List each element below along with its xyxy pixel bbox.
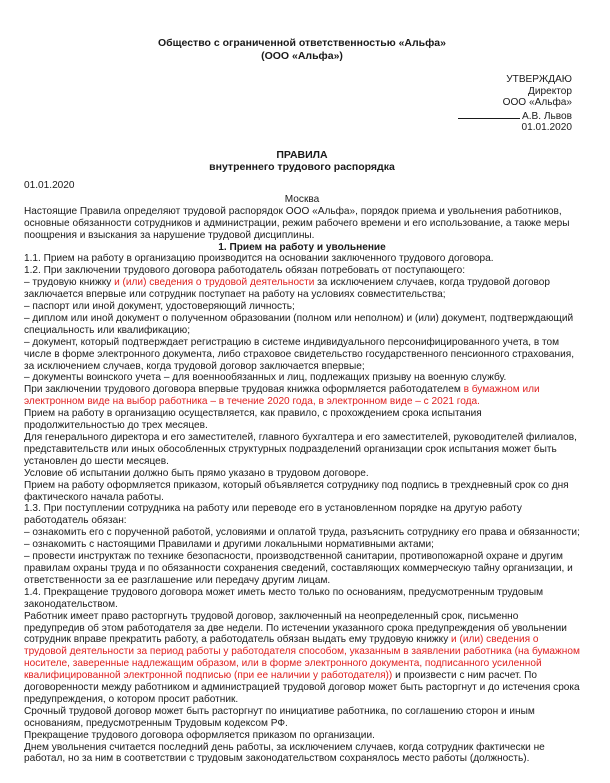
document-subtitle: внутреннего трудового распорядка (209, 161, 395, 174)
resignation-text-rest: и произвести с ним расчет. По договоренности между работником и администрацией трудовой договор может быть расторгнут и до истечения срока предупреждения, о котором просит работник. (24, 670, 580, 705)
clause-1-2: 1.2. При заключении трудового договора работодатель обязан потребовать от поступающего: (24, 265, 465, 277)
approval-company: ООО «Альфа» (502, 97, 572, 109)
list-item-insurance: – документ, который подтверждает регистрацию в системе индивидуального персонифицированного учета, в том числе в форме электронного документа, либо страховое свидетельство государственного пенсионного страхования, за исключением случаев, когда трудовой договор заключается впервые; (24, 336, 575, 372)
org-name: Общество с ограниченной ответственностью «Альфа» (158, 37, 446, 49)
approval-position: Директор (528, 85, 572, 97)
intro-paragraph: Настоящие Правила определяют трудовой распорядок ООО «Альфа», порядок приема и увольнения работников, основные обязанности сотрудников и администрации, режим рабочего времени и его использование, а также меры поощрения и взыскания за нарушение трудовой дисциплины. (24, 205, 570, 241)
organization-header (24, 0, 580, 62)
approval-signature-line (24, 109, 572, 123)
org-short-name: (ООО «Альфа») (261, 49, 343, 62)
list-item-military: – документы воинского учета – для военнообязанных и лиц, подлежащих призыву на военную службу. (24, 372, 507, 384)
workbook-text: – трудовую книжку (24, 277, 115, 289)
document-body (24, 206, 580, 766)
list-item-workbook (24, 277, 580, 301)
clause-1-1: 1.1. Прием на работу в организацию производится на основании заключенного трудового договора. (24, 253, 494, 265)
approval-signer: А.В. Львов (522, 110, 572, 122)
resignation-text: Работник имеет право расторгнуть трудовой договор, заключенный на неопределенный срок, письменно предупредив об этом работодателя за две недели. По истечении указанного срока предупреждения об увольнении сотрудник вправе прекратить работу, а работодатель обязан выдать ему трудовую книжку (24, 610, 567, 646)
list-item-passport: – паспорт или иной документ, удостоверяющий личность; (24, 301, 295, 313)
approval-block (24, 74, 572, 134)
duty-safety-briefing: – провести инструктаж по технике безопасности, производственной санитарии, противопожарной охране и другим правилам охраны труда и по обязанности сохранения сведений, составляющих коммерческую тайну организации, и ответственности за ее разглашение или передачу другим лицам. (24, 551, 573, 586)
duty-familiarize-rules: – ознакомить с настоящими Правилами и другими локальными нормативными актами; (24, 539, 434, 551)
termination-paragraph: Прекращение трудового договора оформляется приказом по организации. (24, 729, 375, 741)
trial-paragraph: Прием на работу в организацию осуществляется, как правило, с прохождением срока испытания продолжительностью до трех месяцев. (24, 408, 482, 432)
document-title: ПРАВИЛА (276, 148, 328, 161)
trial-executives-paragraph: Для генерального директора и его заместителей, главного бухгалтера и его заместителей, руководителей филиалов, представительств или иных обособленных структурных подразделений организации срок испытания может быть установлен до шести месяцев. (24, 432, 577, 467)
approval-stamp: УТВЕРЖДАЮ (506, 74, 572, 85)
workbook-text-rest: за исключением случаев, когда трудовой договор заключается впервые или сотрудник поступает на работу на условиях совместительства; (24, 277, 550, 301)
resignation-paragraph (24, 611, 580, 706)
list-item-diploma: – диплом или иной документ о полученном образовании (полном или неполном) и (или) документ, подтверждающий специальность или квалификацию; (24, 312, 574, 336)
duty-familiarize-work: – ознакомить его с порученной работой, условиями и оплатой труда, разъяснить сотруднику его права и обязанности; (24, 527, 580, 539)
clause-1-4: 1.4. Прекращение трудового договора может иметь место только по основаниям, предусмотренным трудовым законодательством. (24, 586, 544, 610)
approval-date: 01.01.2020 (521, 122, 572, 134)
workbook-paragraph (24, 384, 580, 408)
workbook-paragraph-highlight: в бумажном или электронном виде на выбор работника – в течение 2020 года, в электронном виде – с 2021 года. (24, 384, 540, 408)
trial-condition-paragraph: Условие об испытании должно быть прямо указано в трудовом договоре. (24, 467, 369, 479)
hiring-order-paragraph: Прием на работу оформляется приказом, который объявляется сотруднику под подпись в трехдневный срок со дня фактического начала работы. (24, 479, 569, 503)
workbook-paragraph-text: При заключении трудового договора впервые трудовая книжка оформляется работодателем (24, 384, 464, 396)
fixed-term-paragraph: Срочный трудовой договор может быть расторгнут по инициативе работника, по соглашению сторон и иным основаниям, предусмотренным Трудовым кодексом РФ. (24, 705, 535, 729)
document-date: 01.01.2020 (24, 179, 75, 191)
document-city: Москва (284, 193, 320, 205)
resignation-highlight: и (или) сведения о трудовой деятельности за период работы у работодателя способом, указанным в заявлении работника (на бумажном носителе, заверенные надлежащим образом, или в форме электронного документа, подписанного усиленной квалифицированной электронной подписью (при ее наличии у работодателя)) (24, 634, 580, 682)
dismissal-day-paragraph: Днем увольнения считается последний день работы, за исключением случаев, когда сотрудник фактически не работал, но за ним в соответствии с трудовым законодательством сохранялось место работы (должность). (24, 741, 545, 765)
document-title-block (24, 149, 580, 174)
workbook-highlight: и (или) сведения о трудовой деятельности (114, 277, 315, 289)
section-heading: 1. Прием на работу и увольнение (218, 241, 386, 253)
clause-1-3: 1.3. При поступлении сотрудника на работу или переводе его в установленном порядке на другую работу работодатель обязан: (24, 503, 522, 527)
signature-blank (458, 109, 520, 119)
